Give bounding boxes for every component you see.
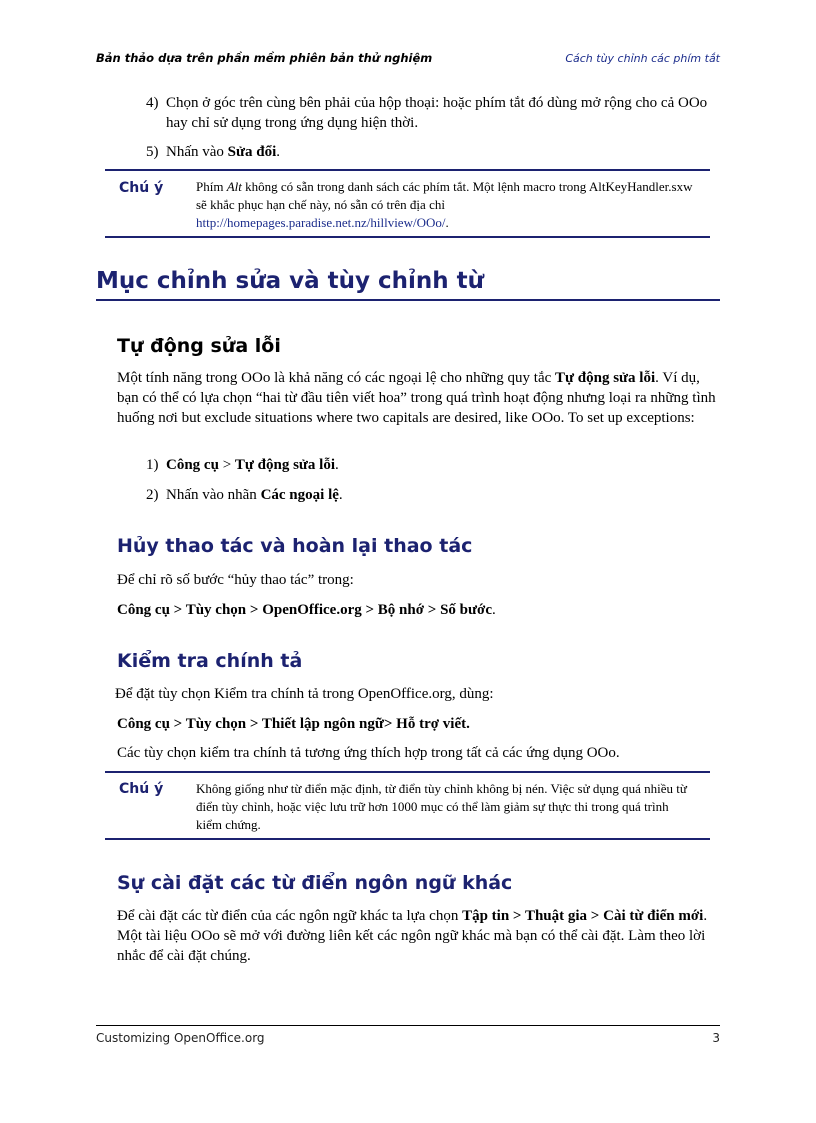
page-number: 3	[712, 1031, 720, 1045]
spellcheck-menu-path: Công cụ > Tùy chọn > Thiết lập ngôn ngữ> Hỗ trợ viết.	[117, 716, 470, 732]
undo-paragraph: Để chỉ rõ số bước “hủy thao tác” trong:	[117, 572, 354, 588]
step-number: 4)	[146, 95, 159, 111]
note-top-rule	[105, 169, 710, 171]
autocorrect-paragraph: Một tính năng trong OOo là khả năng có các ngoại lệ cho những quy tắc Tự động sửa lỗi. Ví dụ, bạn có thể có lựa chọn “hai từ đầu tiên viết hoa” trong quá trình hoạt động nhưng loại ra những tình huống nơi but exclude situations where two capitals are desired, like OOo. To set up exceptions:	[117, 370, 716, 426]
running-header-left: Bản thảo dựa trên phần mềm phiên bản thử nghiệm	[96, 51, 433, 65]
autocorrect-step-2: 2) Nhấn vào nhãn Các ngoại lệ.	[146, 487, 343, 503]
step-number: 5)	[146, 144, 159, 160]
step-text: Nhấn vào Sửa đổi.	[166, 144, 281, 160]
hillview-link[interactable]: http://homepages.paradise.net.nz/hillview/OOo/	[196, 215, 446, 230]
step-4	[146, 93, 716, 133]
note2-bottom-rule	[105, 838, 710, 840]
dictionaries-heading: Sự cài đặt các từ điển ngôn ngữ khác	[117, 872, 513, 894]
dictionaries-paragraph: Để cài đặt các từ điển của các ngôn ngữ khác ta lựa chọn Tập tin > Thuật gia > Cài từ điển mới. Một tài liệu OOo sẽ mở với đường liên kết các ngôn ngữ khác mà bạn có thể cài đặt. Làm theo lời nhắc để cài đặt chúng.	[117, 908, 708, 964]
note2-label: Chú ý	[119, 781, 164, 797]
note2-text: Không giống như từ điển mặc định, từ điển tùy chỉnh không bị nén. Việc sử dụng quá nhiều từ điển tùy chỉnh, hoặc việc lưu trữ hơn 1000 mục có thể làm giảm sự thực thi trong quá trình kiểm chứng.	[196, 781, 687, 832]
note2-top-rule	[105, 771, 710, 773]
section-title-rule	[96, 299, 720, 301]
note-text: Phím Alt không có sẵn trong danh sách các phím tắt. Một lệnh macro trong AltKeyHandler.sxw sẽ khắc phục hạn chế này, nó sẵn có trên địa chỉ http://homepages.paradise.net.nz/hillview/OOo/.	[196, 179, 693, 230]
step-text: Chọn ở góc trên cùng bên phải của hộp thoại: hoặc phím tắt đó dùng mở rộng cho cả OOo hay chỉ sử dụng trong ứng dụng hiện thời.	[166, 95, 708, 131]
step-5	[146, 142, 716, 162]
autocorrect-heading: Tự động sửa lỗi	[117, 335, 281, 357]
section-title: Mục chỉnh sửa và tùy chỉnh từ	[96, 268, 485, 294]
undo-menu-path: Công cụ > Tùy chọn > OpenOffice.org > Bộ nhớ > Số bước.	[117, 602, 496, 618]
spellcheck-heading: Kiểm tra chính tả	[117, 650, 303, 672]
note-label: Chú ý	[119, 180, 164, 196]
spellcheck-paragraph: Để đặt tùy chọn Kiểm tra chính tả trong OpenOffice.org, dùng:	[115, 686, 494, 702]
spellcheck-paragraph-2: Các tùy chọn kiểm tra chính tả tương ứng thích hợp trong tất cả các ứng dụng OOo.	[117, 745, 620, 761]
footer-title: Customizing OpenOffice.org	[96, 1031, 265, 1045]
undo-heading: Hủy thao tác và hoàn lại thao tác	[117, 535, 473, 557]
footer-rule	[96, 1025, 720, 1026]
running-header-right: Cách tùy chỉnh các phím tắt	[565, 52, 720, 65]
note-bottom-rule	[105, 236, 710, 238]
autocorrect-step-1: 1) Công cụ > Tự động sửa lỗi.	[146, 457, 339, 473]
